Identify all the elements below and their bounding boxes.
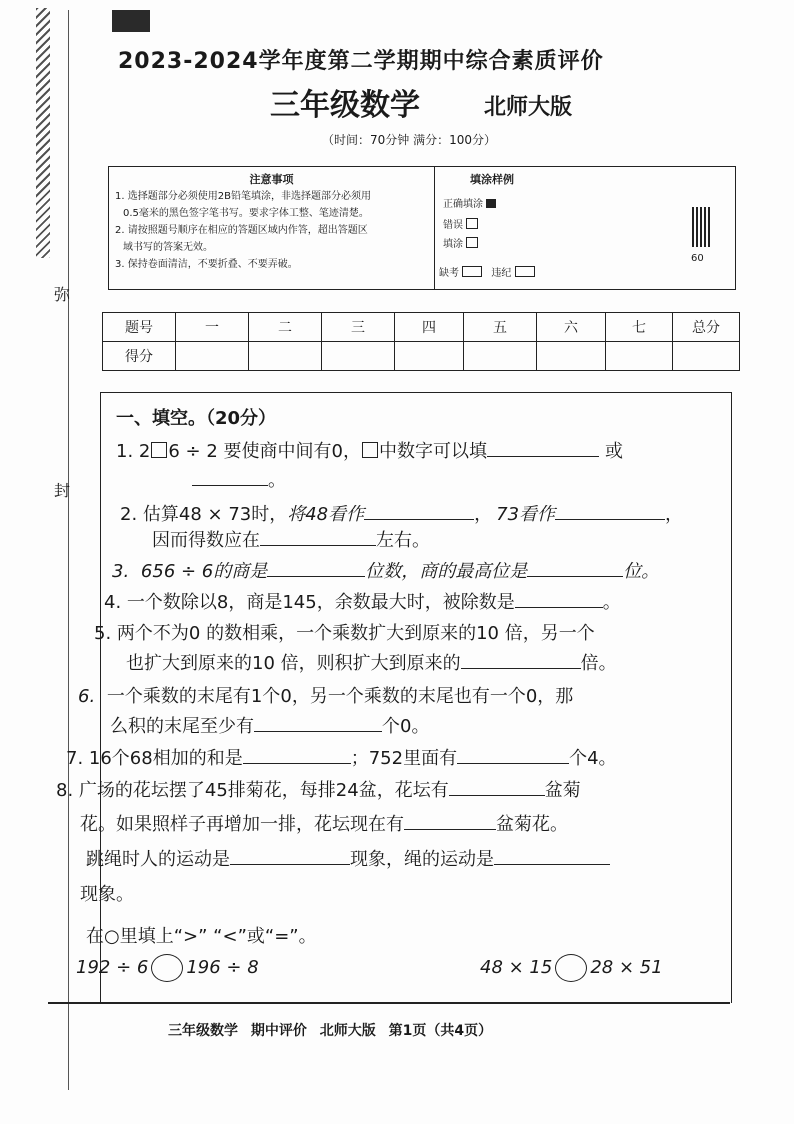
- answer-blank[interactable]: [457, 747, 569, 764]
- q8-text: 盆菊: [544, 780, 581, 801]
- sample-wrong-label-2: 填涂: [443, 239, 463, 250]
- compare-expr: 28 × 51: [590, 957, 663, 978]
- notice-item: 3. 保持卷面清洁，不要折叠、不要弄破。: [115, 259, 298, 270]
- sample-correct-mark: [486, 199, 496, 208]
- q3-text: 位。: [623, 561, 660, 582]
- question-9-cont: [80, 880, 134, 906]
- compare-expr: 48 × 15: [480, 957, 553, 978]
- violation-label: 违纪: [491, 268, 512, 279]
- digit-box: [151, 442, 167, 458]
- compare-circle[interactable]: [151, 954, 183, 982]
- score-cell[interactable]: [176, 342, 249, 371]
- score-cell[interactable]: [249, 342, 322, 371]
- q8-text: 8. 广场的花坛摆了45排菊花，每排24盆，花坛有: [56, 780, 449, 801]
- q10-text: 在○里填上“>” “<”或“=”。: [86, 926, 317, 947]
- q5-text: 也扩大到原来的10 倍，则积扩大到原来的: [126, 653, 461, 674]
- q9-text: 跳绳时人的运动是: [86, 849, 230, 870]
- compare-expr: 192 ÷ 6: [76, 957, 149, 978]
- exam-title: 2023-2024学年度第二学期期中综合素质评价: [118, 49, 604, 74]
- question-9: [86, 845, 610, 871]
- frame-bottom-line: [48, 1002, 730, 1004]
- answer-blank[interactable]: [230, 848, 350, 865]
- q4-text: 4. 一个数除以8，商是145，余数最大时，被除数是: [104, 592, 515, 613]
- notice-item: 域书写的答案无效。: [123, 242, 213, 253]
- q6-text: 6.: [78, 686, 96, 707]
- black-marker: [112, 10, 150, 32]
- score-cell[interactable]: [395, 342, 464, 371]
- answer-blank[interactable]: [404, 813, 496, 830]
- q6-text: 个0。: [382, 716, 430, 737]
- binding-stitch: [36, 8, 50, 258]
- q1-text: 中数字可以填: [378, 441, 487, 462]
- notice-instructions: [109, 167, 435, 289]
- answer-blank[interactable]: [243, 747, 351, 764]
- digit-box: [362, 442, 378, 458]
- q5-text: 5. 两个不为0 的数相乘，一个乘数扩大到原来的10 倍，另一个: [94, 623, 595, 644]
- sample-correct-label: 正确填涂: [443, 199, 483, 210]
- answer-blank[interactable]: [267, 560, 365, 577]
- q3-text: 3.: [112, 561, 130, 582]
- score-header-cell: 一: [176, 313, 249, 342]
- q8-text: 花。如果照样子再增加一排，花坛现在有: [80, 814, 404, 835]
- violation-box[interactable]: [515, 266, 535, 277]
- score-header-cell: 总分: [673, 313, 740, 342]
- q5-text: 倍。: [580, 653, 617, 674]
- score-cell[interactable]: [606, 342, 673, 371]
- answer-blank[interactable]: [254, 715, 382, 732]
- sample-wrong-mark: [466, 218, 478, 229]
- notice-box: [108, 166, 736, 290]
- absent-box[interactable]: [462, 266, 482, 277]
- q7-text: ；752里面有: [350, 748, 458, 769]
- exam-edition: 北师大版: [484, 95, 573, 120]
- q4-text: 。: [602, 592, 621, 613]
- compare-circle[interactable]: [555, 954, 587, 982]
- q8-text: 盆菊花。: [496, 814, 568, 835]
- question-2: [120, 500, 683, 526]
- score-cell[interactable]: [537, 342, 606, 371]
- score-header-cell: 七: [606, 313, 673, 342]
- question-10: [86, 922, 317, 948]
- score-cell[interactable]: [673, 342, 740, 371]
- score-cell[interactable]: [464, 342, 537, 371]
- question-7: [66, 744, 617, 770]
- sample-heading: 填涂样例: [470, 173, 514, 186]
- q1-text: 。: [268, 470, 286, 491]
- answer-blank[interactable]: [192, 469, 268, 486]
- answer-blank[interactable]: [527, 560, 623, 577]
- q2-text: ，: [665, 504, 684, 525]
- answer-blank[interactable]: [461, 652, 581, 669]
- answer-blank[interactable]: [487, 440, 599, 457]
- question-6: [78, 682, 573, 708]
- answer-blank[interactable]: [364, 503, 474, 520]
- q6-text: 一个乘数的末尾有1个0，另一个乘数的末尾也有一个0，那: [106, 686, 574, 707]
- score-row-label: 得分: [103, 342, 176, 371]
- seal-char-2: 封: [54, 481, 71, 500]
- question-1: [116, 437, 623, 463]
- absent-label: 缺考: [439, 268, 459, 279]
- q2-text: 73看作: [496, 504, 556, 525]
- compare-left: [76, 954, 259, 982]
- compare-right: [480, 954, 663, 982]
- question-2-cont: [152, 526, 430, 552]
- score-header-cell: 六: [537, 313, 606, 342]
- score-header-cell: 五: [464, 313, 537, 342]
- question-5-cont: [126, 649, 617, 675]
- q3-text: 位数，商的最高位是: [365, 561, 528, 582]
- page-footer: 三年级数学 期中评价 北师大版 第1页（共4页）: [168, 1023, 493, 1039]
- q7-text: 7. 16个68相加的和是: [66, 748, 243, 769]
- q3-text: 656 ÷ 6的商是: [140, 561, 268, 582]
- q1-text: 6 ÷ 2 要使商中间有0，: [168, 441, 361, 462]
- q2-text: 将48看作: [287, 504, 365, 525]
- question-6-cont: [110, 712, 429, 738]
- score-header-cell: 四: [395, 313, 464, 342]
- q2-text: 左右。: [376, 530, 430, 551]
- score-header-cell: 三: [322, 313, 395, 342]
- notice-heading: 注意事项: [249, 173, 294, 186]
- question-8-cont: [80, 810, 568, 836]
- q2-text: 2. 估算48 × 73时，: [120, 504, 288, 525]
- question-1-cont: [192, 466, 286, 492]
- q7-text: 个4。: [569, 748, 617, 769]
- question-3: [112, 557, 659, 583]
- q2-text: ，: [474, 504, 493, 525]
- barcode-number: 60: [691, 253, 704, 264]
- section-heading: 一、填空。（20分）: [116, 408, 277, 429]
- answer-blank[interactable]: [449, 779, 545, 796]
- notice-item: 2. 请按照题号顺序在相应的答题区域内作答，超出答题区: [115, 225, 368, 236]
- time-info: （时间：70分钟 满分：100分）: [322, 133, 496, 147]
- sample-wrong-mark: [466, 237, 478, 248]
- question-8: [56, 776, 581, 802]
- barcode: [692, 207, 712, 247]
- score-header-cell: 题号: [103, 313, 176, 342]
- q9-text: 现象，绳的运动是: [350, 849, 494, 870]
- seal-char-1: 弥: [54, 285, 71, 304]
- q1-text: 1. 2: [116, 441, 151, 462]
- answer-blank[interactable]: [555, 503, 665, 520]
- answer-blank[interactable]: [260, 529, 376, 546]
- answer-blank[interactable]: [494, 848, 610, 865]
- question-4: [104, 588, 621, 614]
- q9-text: 现象。: [80, 884, 134, 905]
- q6-text: 么积的末尾至少有: [110, 716, 254, 737]
- answer-blank[interactable]: [515, 591, 603, 608]
- sample-wrong-label-1: 错误: [443, 220, 463, 231]
- notice-item: 0.5毫米的黑色签字笔书写。要求字体工整、笔迹清楚。: [123, 208, 369, 219]
- question-5: [94, 619, 595, 645]
- q1-text: 或: [604, 441, 623, 462]
- compare-expr: 196 ÷ 8: [186, 957, 259, 978]
- score-header-cell: 二: [249, 313, 322, 342]
- score-cell[interactable]: [322, 342, 395, 371]
- q2-text: 因而得数应在: [152, 530, 260, 551]
- fill-sample: [435, 167, 549, 289]
- seal-line: [68, 10, 69, 1090]
- exam-subject: 三年级数学: [270, 88, 420, 123]
- notice-item: 1. 选择题部分必须使用2B铅笔填涂，非选择题部分必须用: [115, 191, 371, 202]
- score-table: [102, 312, 740, 371]
